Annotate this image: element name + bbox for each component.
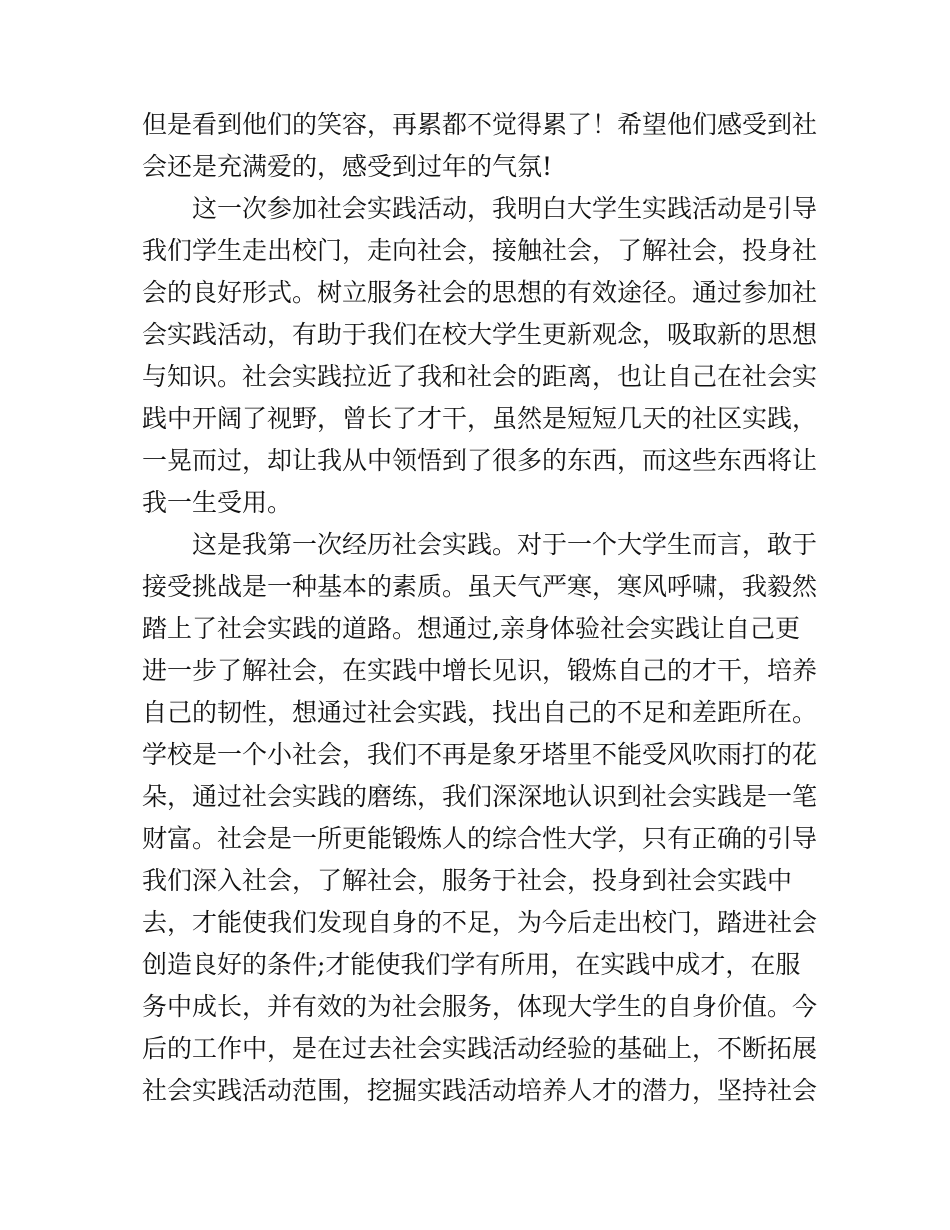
text-line: 学校是一个小社会，我们不再是象牙塔里不能受风吹雨打的花 (142, 740, 818, 769)
text-line: 与知识。社会实践拉近了我和社会的距离，也让自己在社会实 (142, 362, 818, 391)
text-line: 自己的韧性，想通过社会实践，找出自己的不足和差距所在。 (142, 698, 818, 727)
text-line: 接受挑战是一种基本的素质。虽天气严寒，寒风呼啸，我毅然 (142, 572, 818, 601)
paragraph-start-line: 这一次参加社会实践活动，我明白大学生实践活动是引导 (192, 194, 818, 223)
paragraph-start-line: 这是我第一次经历社会实践。对于一个大学生而言，敢于 (192, 530, 818, 559)
text-line: 践中开阔了视野，曾长了才干，虽然是短短几天的社区实践， (142, 404, 818, 433)
text-line: 我们深入社会，了解社会，服务于社会，投身到社会实践中 (142, 866, 793, 895)
text-line: 创造良好的条件;才能使我们学有所用，在实践中成才，在服 (142, 950, 801, 979)
text-line: 我一生受用。 (142, 488, 293, 517)
text-line: 务中成长，并有效的为社会服务，体现大学生的自身价值。今 (142, 992, 818, 1021)
text-line: 会实践活动，有助于我们在校大学生更新观念，吸取新的思想 (142, 320, 818, 349)
text-line: 我们学生走出校门，走向社会，接触社会，了解社会，投身社 (142, 236, 818, 265)
text-line: 会还是充满爱的，感受到过年的气氛! (142, 152, 553, 181)
text-line: 社会实践活动范围，挖掘实践活动培养人才的潜力，坚持社会 (142, 1076, 818, 1105)
text-line: 后的工作中，是在过去社会实践活动经验的基础上，不断拓展 (142, 1034, 818, 1063)
text-line: 会的良好形式。树立服务社会的思想的有效途径。通过参加社 (142, 278, 818, 307)
text-line: 进一步了解社会，在实践中增长见识，锻炼自己的才干，培养 (142, 656, 818, 685)
text-line: 朵，通过社会实践的磨练，我们深深地认识到社会实践是一笔 (142, 782, 818, 811)
text-line: 踏上了社会实践的道路。想通过,亲身体验社会实践让自己更 (142, 614, 800, 643)
text-line: 一晃而过，却让我从中领悟到了很多的东西，而这些东西将让 (142, 446, 818, 475)
body-text (142, 104, 818, 1112)
text-line: 但是看到他们的笑容，再累都不觉得累了！希望他们感受到社 (142, 110, 818, 139)
text-line: 去，才能使我们发现自身的不足，为今后走出校门，踏进社会 (142, 908, 818, 937)
text-line: 财富。社会是一所更能锻炼人的综合性大学，只有正确的引导 (142, 824, 818, 853)
